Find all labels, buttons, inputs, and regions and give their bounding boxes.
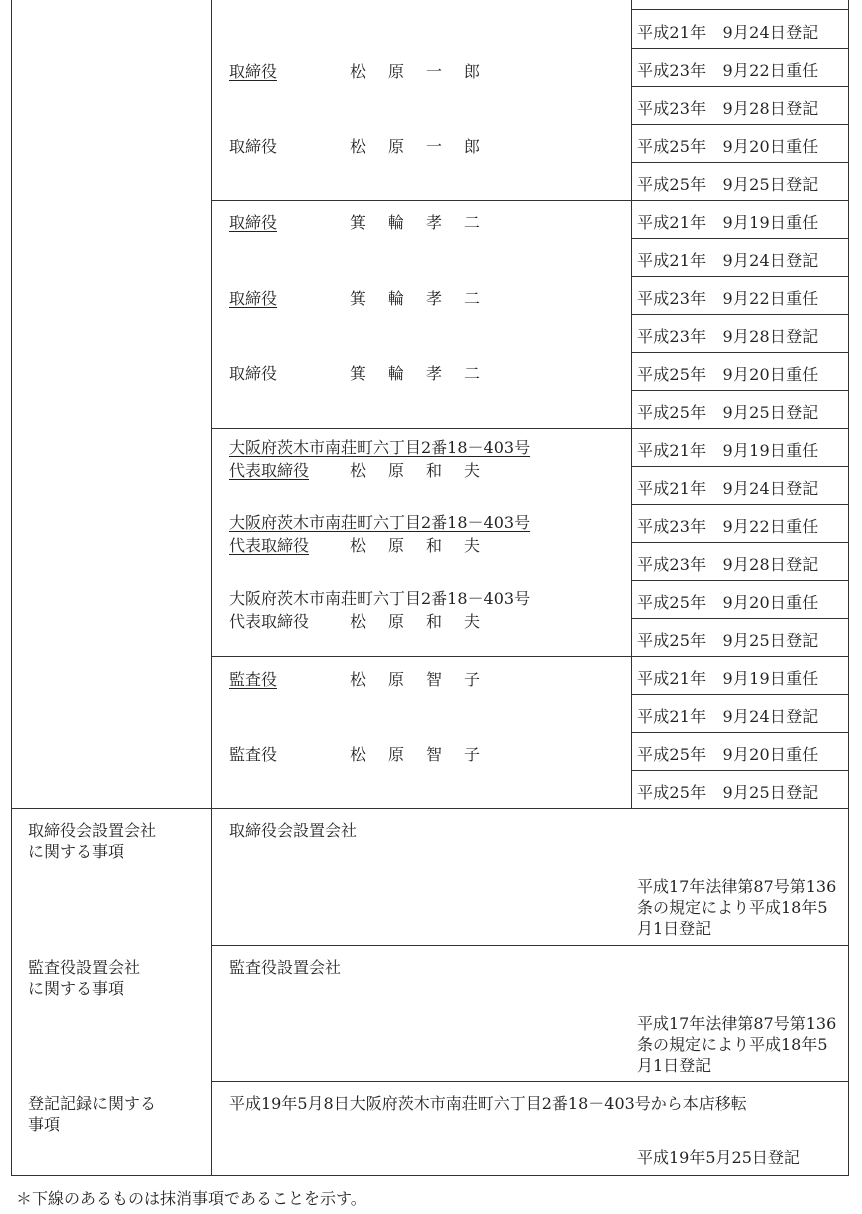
date-rule [631,732,848,733]
officer-entry [229,742,480,765]
group-rule [211,656,631,657]
date-rule [631,352,848,353]
section-rule [11,808,849,809]
registration-date: 平成23年 9月28日登記 [637,327,819,346]
officer-name: 松 原 一 郎 [350,62,481,81]
table-border-divider [211,0,212,1175]
section-label: 監査役設置会社 に関する事項 [28,958,141,998]
officer-entry [229,210,480,233]
group-rule [211,200,631,201]
date-rule [631,504,848,505]
registration-date: 平成21年 9月24日登記 [637,251,819,270]
date-rule [631,390,848,391]
registration-date: 平成23年 9月28日登記 [637,99,819,118]
section-label: 登記記録に関する 事項 [28,1094,157,1134]
table-border-bottom [11,1175,849,1176]
registration-date: 平成23年 9月28日登記 [637,555,819,574]
officer-name: 松 原 和 夫 [350,612,481,631]
officer-role: 取締役 [229,137,278,156]
registration-date: 平成25年 9月25日登記 [637,175,819,194]
registration-date: 平成25年 9月20日重任 [637,593,819,612]
section-label: 取締役会設置会社 に関する事項 [28,821,157,861]
date-rule [631,656,848,657]
officer-name: 松 原 和 夫 [350,461,481,480]
date-rule [631,48,848,49]
section-note: 平成17年法律第87号第136条の規定により平成18年5月1日登記 [637,1014,837,1075]
date-rule [631,542,848,543]
officer-address: 大阪府茨木市南荘町六丁目2番18－403号 [229,438,531,457]
officer-role: 代表取締役 [229,612,310,631]
section-content: 監査役設置会社 [229,958,342,977]
officer-name: 箕 輪 孝 二 [350,364,481,383]
officer-entry [229,134,480,157]
officer-role: 取締役 [229,364,278,383]
date-rule [631,238,848,239]
officer-name: 箕 輪 孝 二 [350,289,481,308]
section-note: 平成19年5月25日登記 [637,1148,800,1167]
officer-entry [229,667,480,690]
date-rule [631,276,848,277]
date-rule [631,580,848,581]
officer-role: 取締役 [229,62,278,81]
officer-role: 代表取締役 [229,536,310,555]
section-content: 取締役会設置会社 [229,821,358,840]
group-rule [211,428,631,429]
officer-entry [229,510,530,556]
registration-date: 平成21年 9月19日重任 [637,213,819,232]
registration-date: 平成25年 9月20日重任 [637,365,819,384]
date-rule [631,466,848,467]
officer-role: 取締役 [229,289,278,308]
officer-entry [229,361,480,384]
registration-date: 平成23年 9月22日重任 [637,61,819,80]
officer-role: 監査役 [229,745,278,764]
table-border-right [848,0,849,1175]
date-column-divider [631,0,632,10]
date-rule [631,124,848,125]
date-rule [631,200,848,201]
officer-entry [229,59,480,82]
registration-date: 平成21年 9月19日重任 [637,669,819,688]
officer-address: 大阪府茨木市南荘町六丁目2番18－403号 [229,513,531,532]
section-rule [211,945,849,946]
date-rule [631,9,848,10]
registration-date: 平成23年 9月22日重任 [637,517,819,536]
officer-role: 代表取締役 [229,461,310,480]
registration-date: 平成25年 9月25日登記 [637,783,819,802]
section-note: 平成17年法律第87号第136条の規定により平成18年5月1日登記 [637,877,837,938]
officer-role: 取締役 [229,213,278,232]
officer-name: 松 原 智 子 [350,745,481,764]
date-rule [631,428,848,429]
date-rule [631,162,848,163]
registration-date: 平成21年 9月24日登記 [637,23,819,42]
section-content: 平成19年5月8日大阪府茨木市南荘町六丁目2番18－403号から本店移転 [229,1094,747,1113]
registration-date: 平成25年 9月25日登記 [637,403,819,422]
officer-entry [229,286,480,309]
officer-name: 松 原 和 夫 [350,536,481,555]
officer-address: 大阪府茨木市南荘町六丁目2番18－403号 [229,589,531,608]
date-column-divider [631,10,632,200]
registration-date: 平成21年 9月24日登記 [637,479,819,498]
footnote: ＊下線のあるものは抹消事項であることを示す。 [16,1189,367,1208]
date-rule [631,86,848,87]
officer-entry [229,435,530,481]
registration-date: 平成25年 9月20日重任 [637,137,819,156]
officer-role: 監査役 [229,670,278,689]
date-rule [631,314,848,315]
registration-date: 平成25年 9月25日登記 [637,631,819,650]
registration-date: 平成25年 9月20日重任 [637,745,819,764]
registration-date: 平成21年 9月19日重任 [637,441,819,460]
date-rule [631,694,848,695]
officer-name: 松 原 智 子 [350,670,481,689]
date-rule [631,618,848,619]
date-rule [631,770,848,771]
officer-name: 松 原 一 郎 [350,137,481,156]
officer-entry [229,586,530,632]
registration-date: 平成21年 9月24日登記 [637,707,819,726]
registration-date: 平成23年 9月22日重任 [637,289,819,308]
table-border-left [11,0,12,1175]
section-rule [211,1081,849,1082]
officer-name: 箕 輪 孝 二 [350,213,481,232]
